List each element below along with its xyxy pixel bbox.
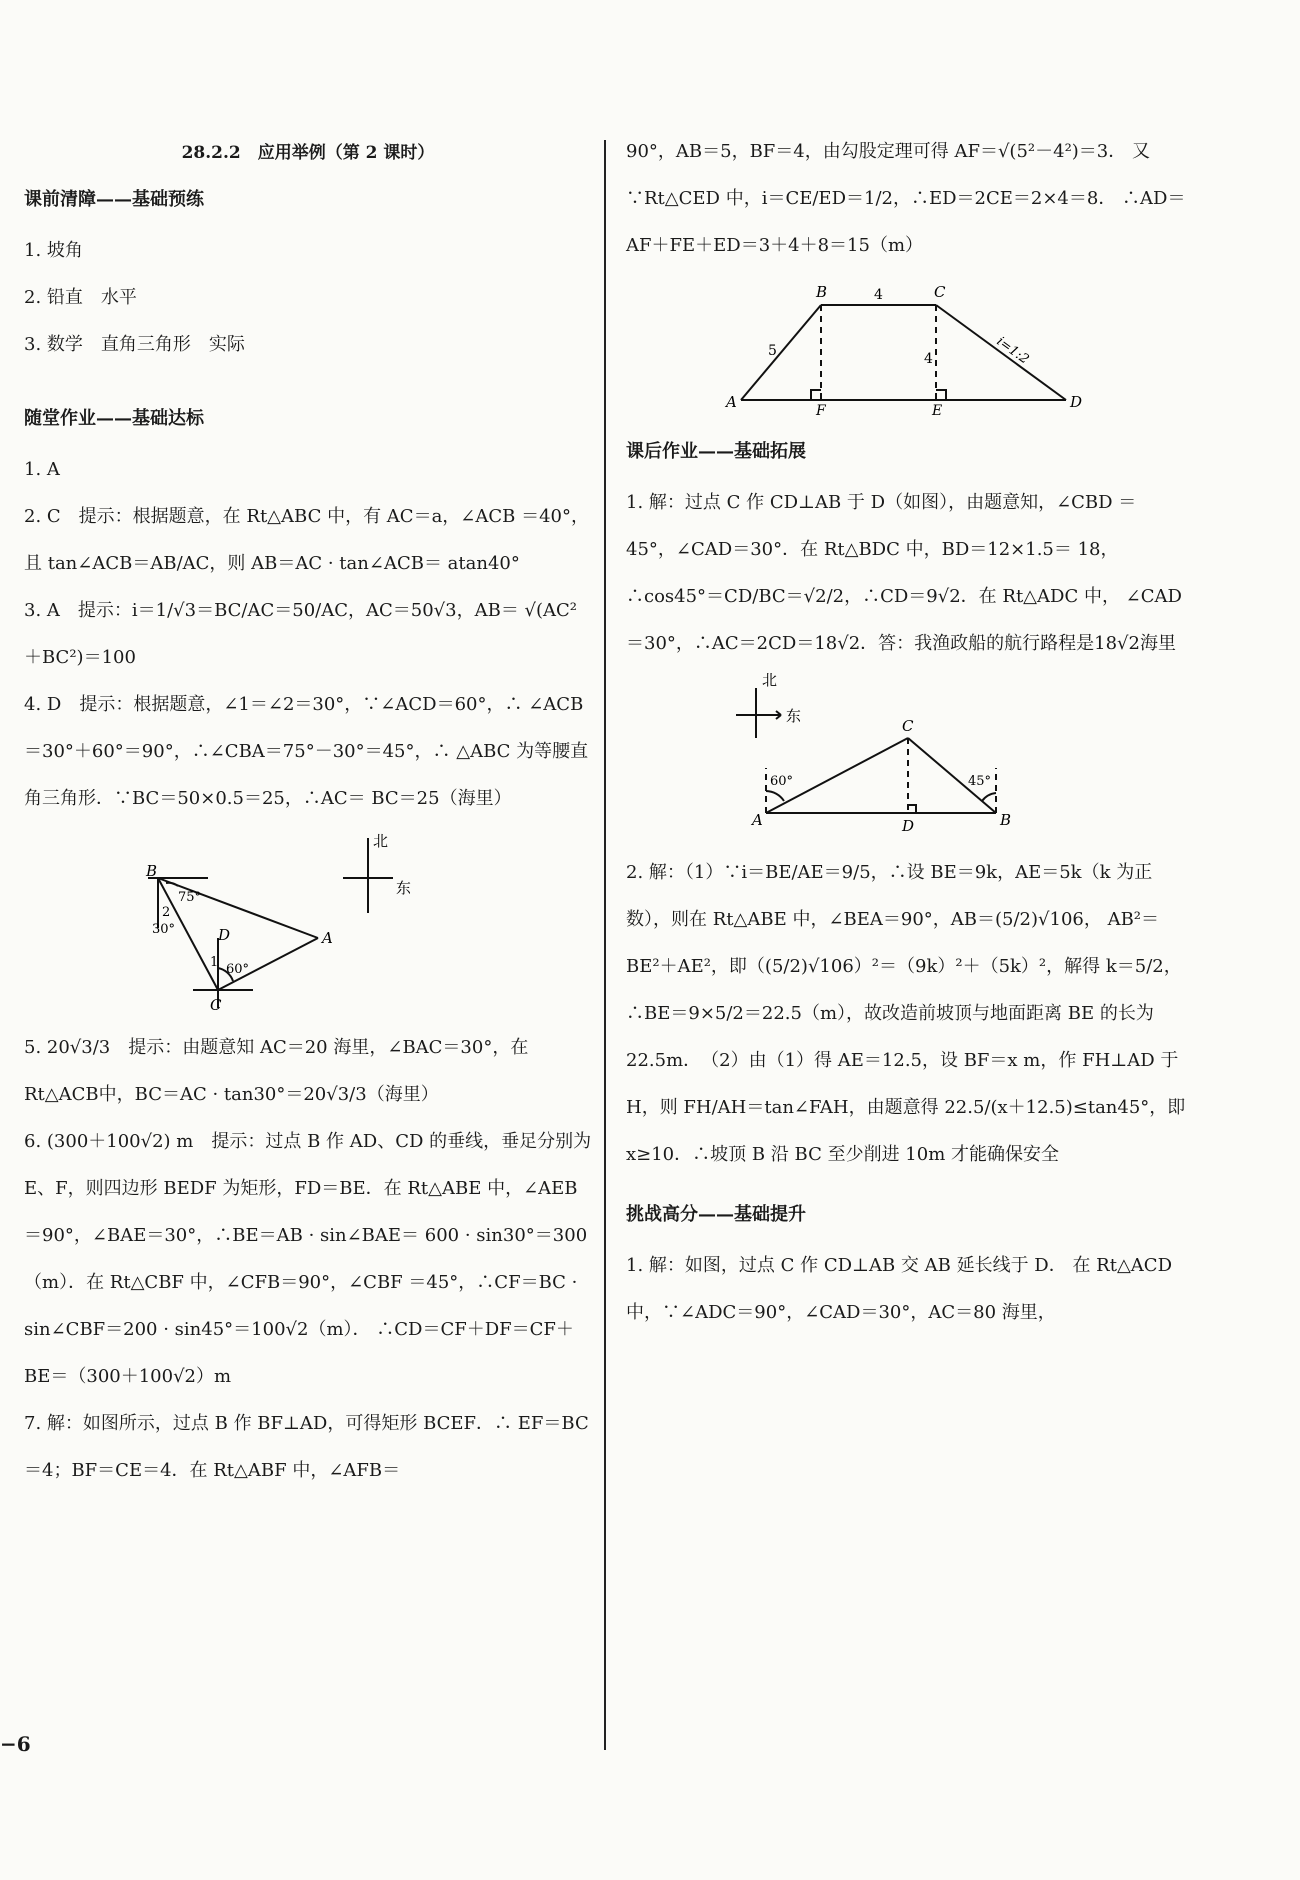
east-label: 东 <box>786 707 802 725</box>
fig-label: C <box>934 283 946 301</box>
fig-label: A <box>322 929 333 947</box>
fig-label: B <box>816 283 828 301</box>
north-label: 北 <box>762 673 778 689</box>
fig-label: 1 <box>210 955 219 970</box>
right-column <box>626 128 1186 1336</box>
page-title: 28.2.2 应用举例（第 2 课时） <box>181 143 435 163</box>
fig-label: 4 <box>874 287 883 303</box>
fig-label: 75° <box>178 890 202 905</box>
fig-label: E <box>932 403 943 415</box>
section-heading-classwork: 随堂作业——基础达标 <box>24 408 204 429</box>
answer-item: 7. 解：如图所示，过点 B 作 BF⊥AD，可得矩形 BCEF．∴ EF＝BC＝4；BF＝CE＝4．在 Rt△ABF 中，∠AFB＝ <box>24 1413 589 1481</box>
fig-label: A <box>752 811 763 829</box>
fig-label: D <box>1070 393 1083 411</box>
answer-item: 1. A <box>24 459 60 480</box>
answer-item: 90°，AB＝5，BF＝4，由勾股定理可得 AF＝√(5²－4²)＝3． 又∵Rt△CED 中，i＝CE/ED＝1/2，∴ED＝2CE＝2×4＝8． ∴AD＝AF＋FE＋ED＝3＋4＋8＝15（m） <box>626 141 1186 256</box>
compass-triangle-figure <box>118 828 498 1018</box>
fig-label: D <box>218 926 231 944</box>
fig-label: A <box>726 393 737 411</box>
fig-label: 5 <box>768 343 777 359</box>
left-column <box>24 128 592 1494</box>
answer-item: 2. 铅直 水平 <box>24 287 137 308</box>
answer-item: 1. 解：如图，过点 C 作 CD⊥AB 交 AB 延长线于 D． 在 Rt△ACD 中，∵∠ADC＝90°，∠CAD＝30°，AC＝80 海里， <box>626 1255 1173 1323</box>
answer-item: 3. A 提示：i＝1/√3＝BC/AC＝50/AC，AC＝50√3，AB＝ √(AC²＋BC²)＝100 <box>24 600 578 668</box>
section-heading-preview: 课前清障——基础预练 <box>24 189 204 210</box>
section-heading-challenge: 挑战高分——基础提升 <box>626 1204 806 1225</box>
fig-label: B <box>146 862 158 880</box>
fig-label: 4 <box>924 351 933 367</box>
north-label: 北 <box>373 832 389 850</box>
fig-label: 45° <box>968 774 992 789</box>
answer-item: 2. 解：（1）∵i＝BE/AE＝9/5，∴设 BE＝9k，AE＝5k（k 为正数），则在 Rt△ABE 中，∠BEA＝90°，AB＝(5/2)√106， AB²＝BE²＋AE²，即（(5/2)√106）²＝（9k）²＋（5k）²，解得 k＝5/2，∴BE＝9×5/2＝22.5（m），故改造前坡顶与地面距离 BE 的长为 22.5m． （2）由（1）得 AE＝12.5，设 BF＝x m，作 FH⊥AD 于 H，则 FH/AH＝tan∠FAH，由题意得 22.5/(x＋12.5)≤tan45°，即 x≥10．∴坡顶 B 沿 BC 至少削进 10m 才能确保安全 <box>626 862 1186 1165</box>
fig-label: i=1:2 <box>993 334 1032 368</box>
fig-label: F <box>816 403 826 415</box>
east-label: 东 <box>396 879 412 897</box>
answer-item: 6. (300＋100√2) m 提示：过点 B 作 AD、CD 的垂线，垂足分别为 E、F，则四边形 BEDF 为矩形，FD＝BE．在 Rt△ABE 中，∠AEB＝90°，∠BAE＝30°，∴BE＝AB · sin∠BAE＝ 600 · sin30°＝300（m）．在 Rt△CBF 中，∠CFB＝90°，∠CBF ＝45°，∴CF＝BC · sin∠CBF＝200 · sin45°＝100√2（m）． ∴CD＝CF＋DF＝CF＋BE＝（300＋100√2）m <box>24 1131 592 1387</box>
fig-label: 60° <box>226 962 250 977</box>
page-number: −6 <box>0 1732 31 1756</box>
answer-item: 3. 数学 直角三角形 实际 <box>24 334 245 355</box>
answer-item: 1. 坡角 <box>24 240 83 261</box>
fig-label: 30° <box>152 922 176 937</box>
fig-label: D <box>902 817 915 835</box>
fig-label: 2 <box>162 905 171 920</box>
fig-label: C <box>210 996 222 1014</box>
trapezoid-figure <box>706 275 1106 415</box>
answer-item: 4. D 提示：根据题意，∠1＝∠2＝30°，∵∠ACD＝60°，∴ ∠ACB＝30°＋60°＝90°，∴∠CBA＝75°－30°＝45°，∴ △ABC 为等腰直角三角形．∵BC＝50×0.5＝25，∴AC＝ BC＝25（海里） <box>24 694 589 809</box>
fig-label: C <box>902 717 914 735</box>
column-divider <box>604 140 606 1750</box>
answer-item: 5. 20√3/3 提示：由题意知 AC＝20 海里，∠BAC＝30°，在 Rt△ACB中，BC＝AC · tan30°＝20√3/3（海里） <box>24 1037 529 1105</box>
section-heading-homework: 课后作业——基础拓展 <box>626 441 806 462</box>
answer-item: 1. 解：过点 C 作 CD⊥AB 于 D（如图），由题意知，∠CBD ＝45°，∠CAD＝30°．在 Rt△BDC 中，BD＝12×1.5＝ 18，∴cos45°＝CD/BC＝√2/2，∴CD＝9√2．在 Rt△ADC 中， ∠CAD＝30°，∴AC＝2CD＝18√2．答：我渔政船的航行路程是18√2海里 <box>626 492 1182 654</box>
boat-route-figure <box>726 673 1086 843</box>
fig-label: B <box>1000 811 1012 829</box>
answer-item: 2. C 提示：根据题意，在 Rt△ABC 中，有 AC＝a，∠ACB ＝40°，且 tan∠ACB＝AB/AC，则 AB＝AC · tan∠ACB＝ atan40° <box>24 506 590 574</box>
fig-label: 60° <box>770 774 794 789</box>
